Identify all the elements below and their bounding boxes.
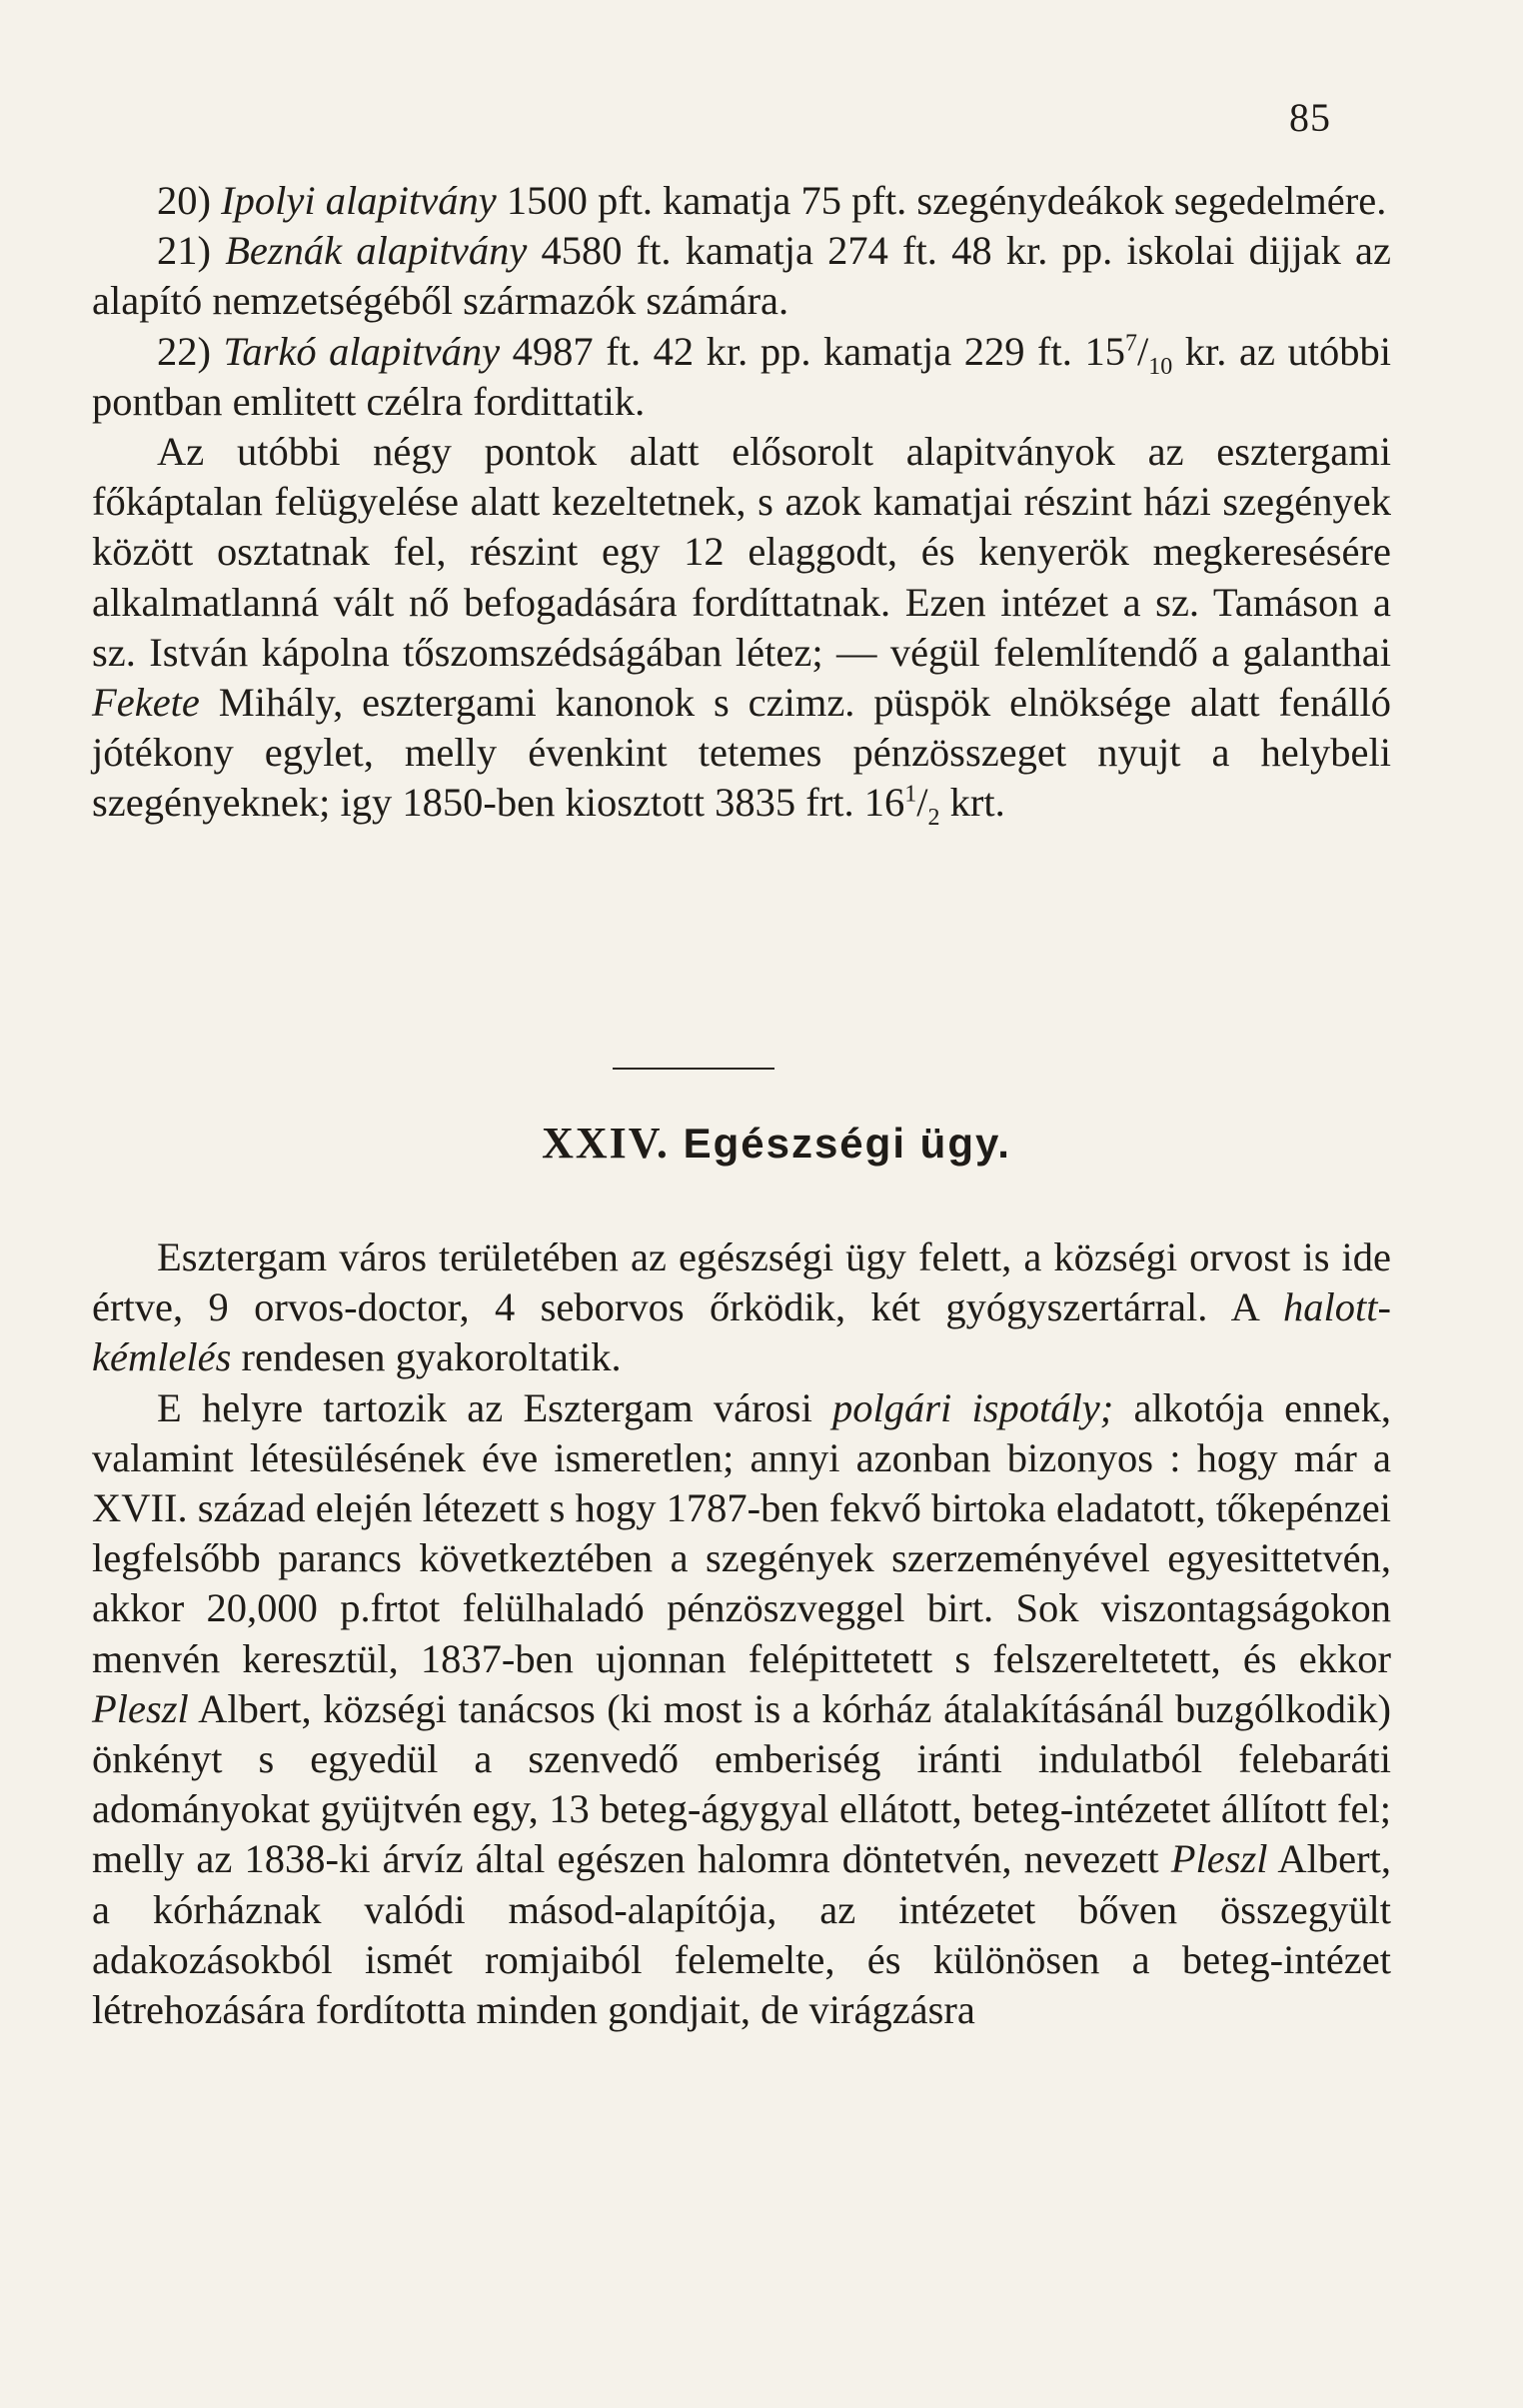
health-p2-text-middle-1: alkotója ennek, valamint létesülésének éve ismeretlen; annyi azonban bizonyos : hogy már a XVII. század elején létezett s hogy 1787-ben fekvő birtoka eladatott, tőkepénzei legfelsőbb parancs következtében a szegények szerzeményével egyesittetvén, akkor 20,000 p.frtot felülhaladó pénzöszveggel birt. Sok viszontagságokon menvén keresztül, 1837-ben ujonnan felépittetett s felszereltetett, és ekkor bbox=[92, 1384, 1391, 1681]
health-p1-italic: halott-kémlelés bbox=[92, 1284, 1391, 1380]
health-p2-text-before: E helyre tartozik az Esztergam városi bbox=[157, 1384, 833, 1430]
summary-fraction-denominator: 2 bbox=[927, 805, 940, 832]
item-21-text: 4580 ft. kamatja 274 ft. 48 kr. pp. iskolai dijjak az alapító nemzetségéből származók számára. bbox=[92, 228, 1391, 324]
summary-fraction-numerator: 1 bbox=[904, 781, 917, 808]
health-paragraph-2 bbox=[92, 1383, 1391, 2036]
item-21-name: Beznák alapitvány bbox=[225, 228, 528, 274]
item-20-paragraph bbox=[92, 176, 1391, 226]
page-number: 85 bbox=[1289, 95, 1331, 140]
item-22-text-after: kr. az utóbbi pontban emlitett czélra fordittatik. bbox=[92, 328, 1391, 424]
health-text bbox=[92, 1232, 1391, 2035]
health-p2-name-1: Pleszl bbox=[92, 1685, 189, 1731]
item-22-prefix: 22) bbox=[157, 328, 224, 374]
health-p2-text-middle-2: Albert, községi tanácsos (ki most is a kórház átalakításánál buzgólkodik) önkényt s egyedül a szenvedő emberiség iránti indulatból felebaráti adományokat gyüjtvén egy, 13 beteg-ágygyal ellátott, beteg-intézetet állított fel; melly az 1838-ki árvíz által egészen halomra döntetvén, nevezett bbox=[92, 1685, 1391, 1882]
item-22-paragraph: 22) Tarkó alapitvány 4987 ft. 42 kr. pp. kamatja 229 ft. $15^7/_{10}$ kr. az utóbbi pontban emlitett czélra fordittatik. bbox=[92, 328, 1391, 424]
health-paragraph-1 bbox=[92, 1232, 1391, 1383]
health-p2-italic: polgári ispotály; bbox=[832, 1384, 1114, 1430]
section-heading bbox=[0, 1118, 1523, 1169]
item-22-fraction-numerator: 7 bbox=[1124, 330, 1137, 357]
item-20-prefix: 20) bbox=[157, 178, 222, 223]
summary-text-before: Az utóbbi négy pontok alatt elősorolt alapitványok az esztergami főkáptalan felügyelése alatt kezeltetnek, s azok kamatjai részint házi szegények között osztatnak fel, részint egy 12 elaggodt, és kenyerök megkeresésére alkalmatlanná vált nő befogadására fordíttatnak. Ezen intézet a sz. Tamáson a sz. István kápolna tőszomszédságában létez; — végül felemlítendő a galanthai bbox=[92, 429, 1391, 675]
item-20-name: Ipolyi alapitvány bbox=[221, 178, 497, 223]
summary-text-middle: Mihály, esztergami kanonok s czimz. püspök elnöksége alatt fenálló jótékony egylet, melly évenkint tetemes pénzösszeget nyujt a helybeli szegényeknek; igy 1850-ben kiosztott 3835 frt. 16 bbox=[92, 680, 1391, 826]
health-p1-text-before: Esztergam város területében az egészségi ügy felett, a községi orvost is ide értve, 9 orvos-doctor, 4 seborvos őrködik, két gyógyszertárral. A bbox=[92, 1234, 1391, 1330]
item-20-text: 1500 pft. kamatja 75 pft. szegénydeákok segedelmére. bbox=[496, 178, 1387, 223]
item-21-prefix: 21) bbox=[157, 228, 226, 274]
summary-name: Fekete bbox=[92, 680, 200, 726]
item-22-text-before: 4987 ft. 42 kr. pp. kamatja 229 ft. 15 bbox=[500, 328, 1125, 374]
health-p2-text-after: Albert, a kórháznak valódi másod-alapítója, az intézetet bőven összegyült adakozásokból ismét romjaiból felemelte, és különösen a beteg-intézet létrehozására fordította minden gondjait, de virágzásra bbox=[92, 1836, 1392, 2033]
item-22-name: Tarkó alapitvány bbox=[223, 328, 501, 374]
foundations-text bbox=[92, 176, 1391, 832]
health-p1-text-after: rendesen gyakoroltatik. bbox=[231, 1334, 622, 1380]
item-21-paragraph bbox=[92, 226, 1391, 326]
summary-paragraph: Az utóbbi négy pontok alatt elősorolt alapitványok az esztergami főkáptalan felügyelése alatt kezeltetnek, s azok kamatjai részint házi szegények között osztatnak fel, részint egy 12 elaggodt, és kenyerök megkeresésére alkalmatlanná vált nő befogadására fordíttatnak. Ezen intézet a sz. Tamáson a sz. István kápolna tőszomszédságában létez; — végül felemlítendő a galanthai Fekete Mihály, esztergami kanonok s czimz. püspök elnöksége alatt fenálló jótékony egylet, melly évenkint tetemes pénzösszeget nyujt a helybeli szegényeknek; igy 1850-ben kiosztott 3835 frt. $16^1/_2$ krt. bbox=[92, 429, 1391, 832]
item-22-fraction-denominator: 10 bbox=[1148, 353, 1173, 380]
health-p2-name-2: Pleszl bbox=[1170, 1836, 1268, 1882]
section-number: XXIV. bbox=[542, 1119, 670, 1168]
section-divider bbox=[613, 1068, 774, 1070]
section-title-text: Egészségi ügy. bbox=[683, 1120, 1011, 1167]
summary-text-after: krt. bbox=[939, 780, 1005, 826]
